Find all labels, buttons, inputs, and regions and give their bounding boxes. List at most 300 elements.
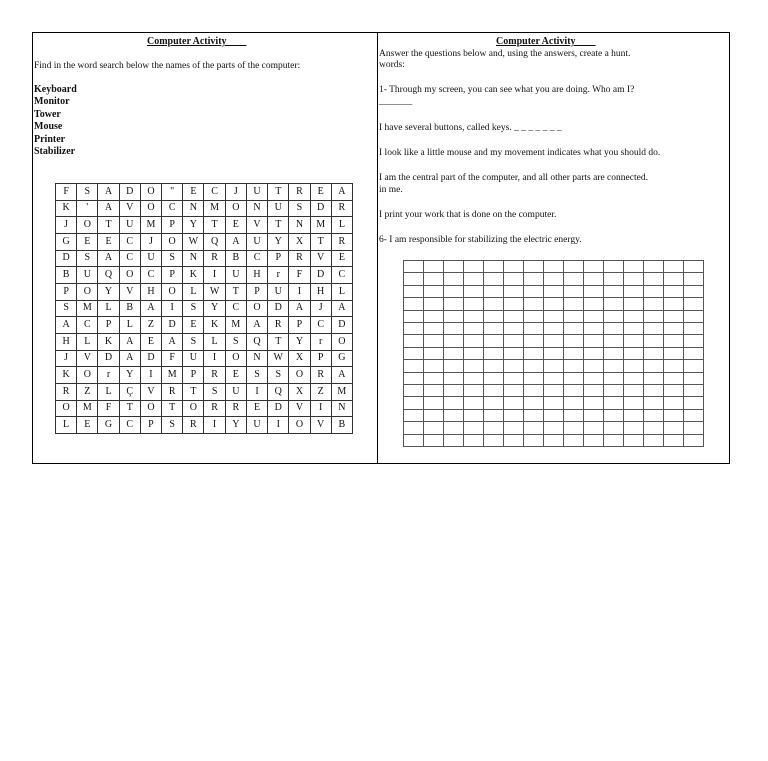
word-search-cell: R <box>183 417 204 434</box>
word-search-cell: V <box>77 351 98 368</box>
intro-line-1: Answer the questions below and, using the answers, create a hunt. <box>379 49 631 59</box>
blank-grid-cell <box>584 323 604 335</box>
blank-grid-cell <box>624 273 644 285</box>
word-search-cell: Z <box>141 317 162 334</box>
blank-grid-cell <box>584 435 604 447</box>
word-search-cell: Z <box>77 384 98 401</box>
blank-grid-cell <box>544 410 564 422</box>
word-item: Mouse <box>34 121 63 133</box>
word-search-cell: U <box>120 217 141 234</box>
word-search-cell: U <box>247 417 268 434</box>
word-search-cell: O <box>247 301 268 318</box>
word-search-cell: C <box>226 301 247 318</box>
blank-grid-cell <box>444 385 464 397</box>
blank-grid-cell <box>464 298 484 310</box>
word-search-cell: H <box>56 334 77 351</box>
blank-grid-cell <box>464 286 484 298</box>
blank-grid-cell <box>564 261 584 273</box>
blank-grid-cell <box>464 323 484 335</box>
blank-grid-cell <box>444 311 464 323</box>
word-search-cell: U <box>226 267 247 284</box>
blank-grid-cell <box>544 298 564 310</box>
blank-grid-cell <box>424 298 444 310</box>
word-search-cell: F <box>289 267 310 284</box>
word-search-cell: V <box>247 217 268 234</box>
word-search-cell: A <box>141 301 162 318</box>
blank-word-search-grid <box>403 260 704 447</box>
word-search-cell: S <box>204 384 225 401</box>
blank-grid-cell <box>584 410 604 422</box>
blank-grid-cell <box>464 373 484 385</box>
word-search-cell: I <box>162 301 183 318</box>
blank-grid-cell <box>424 385 444 397</box>
blank-grid-cell <box>564 335 584 347</box>
word-search-cell: K <box>56 201 77 218</box>
blank-grid-cell <box>404 261 424 273</box>
word-search-cell: R <box>268 317 289 334</box>
word-search-cell: Z <box>311 384 332 401</box>
word-search-cell: L <box>332 217 353 234</box>
word-search-cell: C <box>311 317 332 334</box>
blank-grid-cell <box>504 373 524 385</box>
blank-grid-cell <box>664 410 684 422</box>
word-search-cell: S <box>183 301 204 318</box>
word-search-cell: L <box>98 301 119 318</box>
blank-grid-cell <box>624 360 644 372</box>
word-search-cell: D <box>332 317 353 334</box>
blank-grid-cell <box>504 348 524 360</box>
word-search-cell: E <box>98 234 119 251</box>
word-search-cell: O <box>226 201 247 218</box>
worksheet-table <box>32 32 730 464</box>
word-search-cell: D <box>311 267 332 284</box>
word-search-cell: K <box>183 267 204 284</box>
word-search-cell: D <box>268 401 289 418</box>
word-search-cell: " <box>162 184 183 201</box>
blank-grid-cell <box>604 311 624 323</box>
blank-grid-cell <box>544 435 564 447</box>
blank-grid-cell <box>504 311 524 323</box>
word-search-cell: E <box>77 234 98 251</box>
word-search-cell: R <box>56 384 77 401</box>
word-search-cell: J <box>56 217 77 234</box>
question-5: I print your work that is done on the computer. <box>379 210 557 220</box>
word-search-cell: S <box>289 201 310 218</box>
right-column <box>378 33 729 463</box>
word-search-cell: B <box>56 267 77 284</box>
word-search-cell: P <box>141 417 162 434</box>
blank-grid-cell <box>524 435 544 447</box>
word-search-cell: O <box>141 184 162 201</box>
word-search-cell: Y <box>204 301 225 318</box>
word-search-cell: A <box>98 251 119 268</box>
word-search-cell: T <box>183 384 204 401</box>
word-search-cell: A <box>226 234 247 251</box>
word-search-cell: Y <box>289 334 310 351</box>
word-search-cell: O <box>183 401 204 418</box>
blank-grid-cell <box>624 261 644 273</box>
blank-grid-cell <box>464 348 484 360</box>
word-search-cell: D <box>98 351 119 368</box>
word-search-cell: S <box>268 367 289 384</box>
blank-grid-cell <box>424 422 444 434</box>
blank-grid-cell <box>684 335 704 347</box>
blank-grid-cell <box>484 286 504 298</box>
word-search-cell: N <box>183 251 204 268</box>
blank-grid-cell <box>444 360 464 372</box>
word-search-cell: R <box>289 184 310 201</box>
word-item: Tower <box>34 108 61 120</box>
word-search-cell: G <box>98 417 119 434</box>
word-search-cell: R <box>162 384 183 401</box>
word-search-cell: R <box>289 251 310 268</box>
word-search-cell: W <box>204 284 225 301</box>
word-search-cell: J <box>56 351 77 368</box>
blank-grid-cell <box>524 286 544 298</box>
blank-grid-cell <box>604 323 624 335</box>
word-search-cell: U <box>268 284 289 301</box>
word-search-cell: I <box>204 267 225 284</box>
blank-grid-cell <box>604 335 624 347</box>
word-search-cell: R <box>204 251 225 268</box>
word-search-cell: M <box>77 401 98 418</box>
blank-grid-cell <box>404 298 424 310</box>
blank-grid-cell <box>484 410 504 422</box>
blank-grid-cell <box>644 422 664 434</box>
word-item: Monitor <box>34 96 70 108</box>
word-search-cell: E <box>311 184 332 201</box>
blank-grid-cell <box>604 373 624 385</box>
blank-grid-cell <box>444 422 464 434</box>
blank-grid-cell <box>544 323 564 335</box>
word-search-cell: L <box>204 334 225 351</box>
word-search-cell: J <box>226 184 247 201</box>
blank-grid-cell <box>464 261 484 273</box>
blank-grid-cell <box>484 373 504 385</box>
blank-grid-cell <box>444 286 464 298</box>
blank-grid-cell <box>524 348 544 360</box>
blank-grid-cell <box>624 298 644 310</box>
word-search-cell: A <box>332 184 353 201</box>
word-search-cell: P <box>247 284 268 301</box>
blank-grid-cell <box>504 385 524 397</box>
blank-grid-cell <box>484 311 504 323</box>
word-search-cell: E <box>226 217 247 234</box>
blank-grid-cell <box>424 335 444 347</box>
word-search-cell: U <box>268 201 289 218</box>
word-search-cell: V <box>311 417 332 434</box>
blank-grid-cell <box>584 335 604 347</box>
right-title: Computer Activity <box>496 36 596 47</box>
word-search-cell: E <box>183 184 204 201</box>
intro-line-2: words: <box>379 60 405 70</box>
blank-grid-cell <box>444 298 464 310</box>
word-search-cell: H <box>141 284 162 301</box>
blank-grid-cell <box>664 348 684 360</box>
blank-grid-cell <box>604 397 624 409</box>
blank-grid-cell <box>684 435 704 447</box>
blank-grid-cell <box>424 323 444 335</box>
word-search-cell: Q <box>98 267 119 284</box>
word-search-cell: O <box>77 217 98 234</box>
blank-grid-cell <box>524 397 544 409</box>
blank-grid-cell <box>644 397 664 409</box>
blank-grid-cell <box>684 323 704 335</box>
word-search-cell: C <box>204 184 225 201</box>
word-search-cell: L <box>120 317 141 334</box>
word-search-cell: E <box>332 251 353 268</box>
blank-grid-cell <box>544 286 564 298</box>
word-search-cell: C <box>120 417 141 434</box>
blank-grid-cell <box>544 397 564 409</box>
word-search-cell: F <box>162 351 183 368</box>
word-search-cell: M <box>332 384 353 401</box>
word-search-cell: U <box>77 267 98 284</box>
word-search-cell: I <box>311 401 332 418</box>
word-search-cell: C <box>247 251 268 268</box>
blank-grid-cell <box>644 273 664 285</box>
blank-grid-cell <box>524 298 544 310</box>
word-search-cell: P <box>162 217 183 234</box>
word-search-cell: M <box>311 217 332 234</box>
word-search-cell: E <box>247 401 268 418</box>
word-search-cell: X <box>289 234 310 251</box>
word-search-cell: E <box>226 367 247 384</box>
blank-grid-cell <box>644 410 664 422</box>
word-search-cell: Y <box>226 417 247 434</box>
word-item: Printer <box>34 133 66 145</box>
blank-grid-cell <box>584 286 604 298</box>
blank-grid-cell <box>684 360 704 372</box>
blank-grid-cell <box>544 385 564 397</box>
blank-grid-cell <box>604 385 624 397</box>
blank-grid-cell <box>424 348 444 360</box>
blank-grid-cell <box>544 422 564 434</box>
blank-grid-cell <box>684 348 704 360</box>
word-search-cell: M <box>162 367 183 384</box>
blank-grid-cell <box>424 273 444 285</box>
blank-grid-cell <box>544 311 564 323</box>
word-search-cell: O <box>226 351 247 368</box>
blank-grid-cell <box>584 373 604 385</box>
blank-grid-cell <box>684 385 704 397</box>
blank-grid-cell <box>604 360 624 372</box>
blank-grid-cell <box>604 410 624 422</box>
word-search-cell: R <box>311 367 332 384</box>
word-search-cell: P <box>98 317 119 334</box>
blank-grid-cell <box>564 360 584 372</box>
blank-grid-cell <box>464 422 484 434</box>
word-search-cell: M <box>226 317 247 334</box>
blank-grid-cell <box>504 422 524 434</box>
word-search-cell: r <box>268 267 289 284</box>
blank-grid-cell <box>564 273 584 285</box>
blank-grid-cell <box>604 422 624 434</box>
word-search-cell: D <box>311 201 332 218</box>
blank-grid-cell <box>544 273 564 285</box>
word-search-cell: Y <box>183 217 204 234</box>
blank-grid-cell <box>504 286 524 298</box>
blank-grid-cell <box>664 311 684 323</box>
word-search-cell: T <box>268 334 289 351</box>
word-search-cell: L <box>183 284 204 301</box>
word-search-cell: A <box>98 201 119 218</box>
blank-grid-cell <box>404 348 424 360</box>
question-1: 1- Through my screen, you can see what you are doing. Who am I? <box>379 85 635 95</box>
blank-grid-cell <box>644 348 664 360</box>
blank-grid-cell <box>544 261 564 273</box>
blank-grid-cell <box>444 373 464 385</box>
word-search-cell: A <box>332 301 353 318</box>
blank-grid-cell <box>564 397 584 409</box>
blank-grid-cell <box>564 298 584 310</box>
blank-grid-cell <box>464 410 484 422</box>
word-search-cell: U <box>183 351 204 368</box>
blank-grid-cell <box>524 261 544 273</box>
blank-grid-cell <box>624 397 644 409</box>
word-search-cell: S <box>77 184 98 201</box>
blank-grid-cell <box>564 435 584 447</box>
blank-grid-cell <box>404 323 424 335</box>
blank-grid-cell <box>664 397 684 409</box>
blank-grid-cell <box>444 335 464 347</box>
word-search-cell: O <box>56 401 77 418</box>
word-search-cell: E <box>77 417 98 434</box>
word-search-cell: L <box>56 417 77 434</box>
blank-grid-cell <box>664 273 684 285</box>
word-search-cell: O <box>162 234 183 251</box>
word-search-cell: O <box>141 401 162 418</box>
blank-grid-cell <box>524 360 544 372</box>
blank-grid-cell <box>544 360 564 372</box>
word-item: Keyboard <box>34 84 77 95</box>
blank-grid-cell <box>424 261 444 273</box>
word-search-cell: O <box>332 334 353 351</box>
blank-grid-cell <box>484 298 504 310</box>
word-search-cell: P <box>162 267 183 284</box>
blank-grid-cell <box>444 397 464 409</box>
word-search-cell: S <box>162 251 183 268</box>
blank-grid-cell <box>504 397 524 409</box>
word-search-cell: C <box>120 234 141 251</box>
word-search-cell: Q <box>268 384 289 401</box>
word-search-cell: I <box>204 351 225 368</box>
blank-grid-cell <box>504 323 524 335</box>
word-search-cell: V <box>289 401 310 418</box>
blank-grid-cell <box>464 385 484 397</box>
word-search-cell: Q <box>204 234 225 251</box>
word-search-cell: M <box>204 201 225 218</box>
blank-grid-cell <box>664 422 684 434</box>
word-search-cell: N <box>183 201 204 218</box>
blank-grid-cell <box>464 397 484 409</box>
blank-grid-cell <box>524 273 544 285</box>
word-search-cell: N <box>247 351 268 368</box>
blank-grid-cell <box>604 273 624 285</box>
blank-grid-cell <box>564 286 584 298</box>
blank-grid-cell <box>564 323 584 335</box>
word-search-cell: P <box>289 317 310 334</box>
word-search-cell: P <box>183 367 204 384</box>
blank-grid-cell <box>584 397 604 409</box>
word-search-cell: Y <box>98 284 119 301</box>
word-search-cell: D <box>56 251 77 268</box>
word-search-cell: D <box>268 301 289 318</box>
word-search-cell: P <box>56 284 77 301</box>
blank-grid-cell <box>404 410 424 422</box>
blank-grid-cell <box>524 323 544 335</box>
blank-grid-cell <box>644 373 664 385</box>
blank-grid-cell <box>404 422 424 434</box>
word-search-cell: Ç <box>120 384 141 401</box>
blank-grid-cell <box>504 410 524 422</box>
word-search-cell: K <box>98 334 119 351</box>
word-search-cell: A <box>98 184 119 201</box>
word-item: Stabilizer <box>34 146 76 158</box>
blank-grid-cell <box>404 435 424 447</box>
word-search-cell: E <box>183 317 204 334</box>
blank-grid-cell <box>404 373 424 385</box>
word-search-cell: D <box>120 184 141 201</box>
blank-grid-cell <box>684 422 704 434</box>
word-search-cell: E <box>141 334 162 351</box>
word-search-cell: A <box>289 301 310 318</box>
blank-grid-cell <box>404 335 424 347</box>
blank-grid-cell <box>584 298 604 310</box>
blank-grid-cell <box>484 335 504 347</box>
blank-grid-cell <box>404 397 424 409</box>
word-search-cell: T <box>162 401 183 418</box>
word-search-cell: X <box>289 384 310 401</box>
blank-grid-cell <box>584 422 604 434</box>
word-search-cell: G <box>56 234 77 251</box>
blank-grid-cell <box>644 286 664 298</box>
word-list <box>34 84 77 158</box>
word-search-cell: R <box>332 234 353 251</box>
blank-grid-cell <box>504 261 524 273</box>
blank-grid-cell <box>624 335 644 347</box>
word-search-cell: U <box>247 234 268 251</box>
word-search-cell: W <box>183 234 204 251</box>
blank-grid-cell <box>624 422 644 434</box>
blank-grid-cell <box>684 397 704 409</box>
word-search-cell: O <box>141 201 162 218</box>
blank-grid-cell <box>484 261 504 273</box>
word-search-cell: O <box>77 367 98 384</box>
blank-grid-cell <box>564 410 584 422</box>
blank-grid-cell <box>504 435 524 447</box>
word-search-cell: U <box>226 384 247 401</box>
blank-grid-cell <box>564 385 584 397</box>
word-search-cell: N <box>332 401 353 418</box>
word-search-cell: R <box>332 201 353 218</box>
blank-grid-cell <box>404 385 424 397</box>
blank-grid-cell <box>444 273 464 285</box>
word-search-cell: J <box>311 301 332 318</box>
blank-grid-cell <box>524 373 544 385</box>
word-search-cell: G <box>332 351 353 368</box>
word-search-cell: A <box>247 317 268 334</box>
word-search-cell: B <box>120 301 141 318</box>
blank-grid-cell <box>404 286 424 298</box>
blank-grid-cell <box>664 385 684 397</box>
word-search-cell: V <box>120 201 141 218</box>
blank-grid-cell <box>404 360 424 372</box>
blank-grid-cell <box>524 335 544 347</box>
word-search-cell: O <box>77 284 98 301</box>
blank-grid-cell <box>664 335 684 347</box>
blank-grid-cell <box>684 286 704 298</box>
